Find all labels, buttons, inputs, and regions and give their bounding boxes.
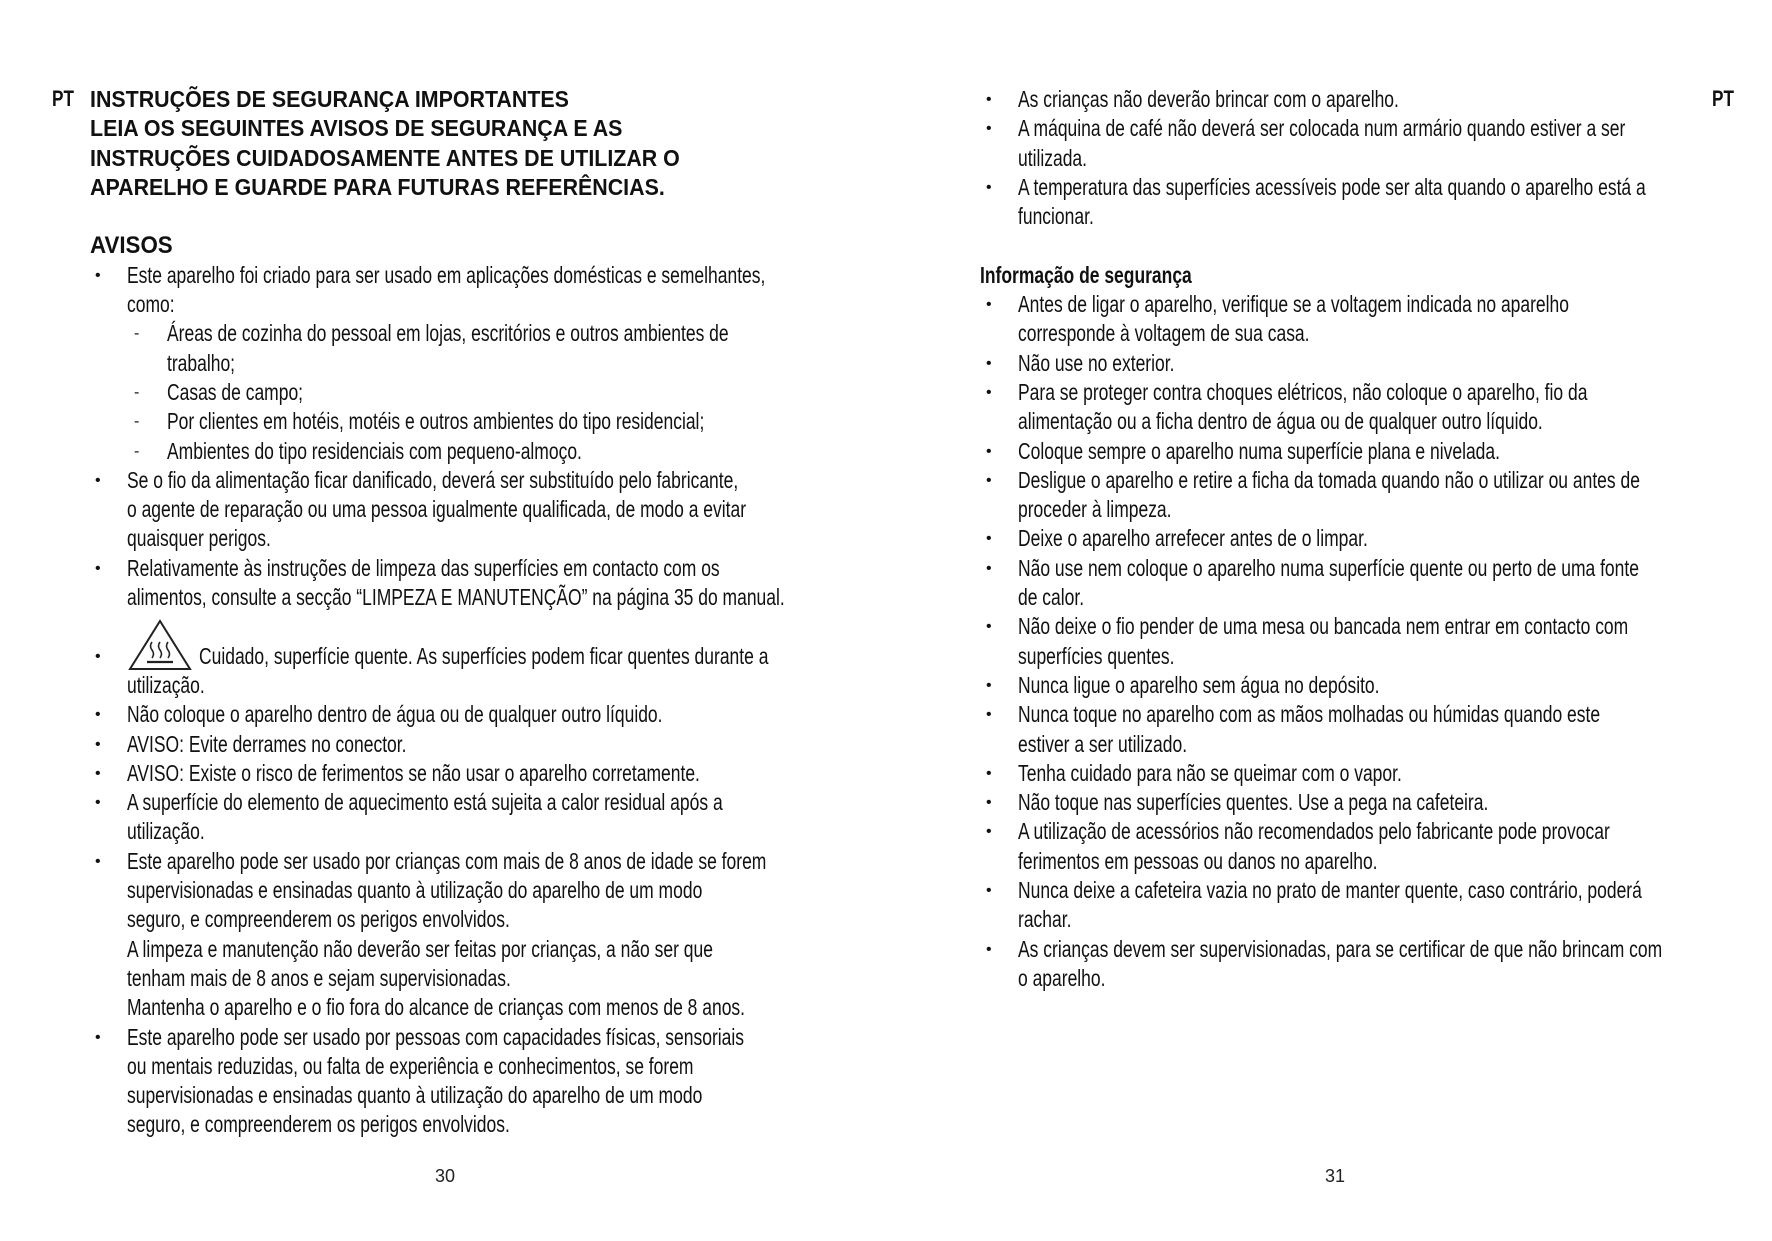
text-line <box>0 935 1772 964</box>
text-line <box>0 378 1772 407</box>
text-line <box>0 1023 886 1052</box>
bullet-marker: • <box>986 618 992 636</box>
bullet-marker: • <box>986 794 992 812</box>
bullet-marker: • <box>986 296 992 314</box>
bullet-marker: • <box>986 442 992 460</box>
line-text: Antes de ligar o aparelho, verifique se a voltagem indicada no aparelho <box>1018 291 1569 318</box>
line-text: A limpeza e manutenção não deverão ser feitas por crianças, a não ser que <box>127 935 713 962</box>
line-text: Este aparelho foi criado para ser usado em aplicações domésticas e semelhantes, <box>127 261 766 288</box>
list-item <box>0 759 1772 788</box>
bullet-marker: • <box>986 676 992 694</box>
list-item <box>0 788 1772 817</box>
line-text: Coloque sempre o aparelho numa superfície plana e nivelada. <box>1018 437 1500 464</box>
bullet-marker: • <box>95 471 101 489</box>
bullet-marker: • <box>95 764 101 782</box>
text-line <box>0 554 1772 583</box>
line-text: INSTRUÇÕES DE SEGURANÇA IMPORTANTES <box>90 86 569 112</box>
bullet-marker: • <box>95 735 101 753</box>
list-item <box>0 935 1772 994</box>
text-line <box>0 495 1772 524</box>
line-text: o agente de reparação ou uma pessoa igualmente qualificada, de modo a evitar <box>127 496 747 523</box>
language-tag: PT <box>1712 86 1734 111</box>
text-line <box>0 524 1772 553</box>
right-column <box>0 85 1772 993</box>
text-line <box>0 642 1772 671</box>
line-text: As crianças devem ser supervisionadas, para se certificar de que não brincam com <box>1018 935 1663 962</box>
bullet-marker: • <box>986 882 992 900</box>
line-text: Não use nem coloque o aparelho numa superfície quente ou perto de uma fonte <box>1018 554 1639 581</box>
line-text: proceder à limpeza. <box>1018 496 1172 523</box>
line-text: Nunca ligue o aparelho sem água no depósito. <box>1018 671 1380 698</box>
bullet-marker: • <box>95 647 101 665</box>
line-text: AVISO: Evite derrames no conector. <box>127 730 407 757</box>
bullet-marker: • <box>986 706 992 724</box>
line-text: como: <box>127 291 175 318</box>
text-line <box>0 847 1772 876</box>
line-text: trabalho; <box>167 349 236 376</box>
line-text: superfícies quentes. <box>1018 642 1175 669</box>
text-line <box>0 905 1772 934</box>
line-text: Deixe o aparelho arrefecer antes de o limpar. <box>1018 525 1368 552</box>
text-line <box>0 700 1772 729</box>
line-text: Este aparelho pode ser usado por pessoas com capacidades físicas, sensoriais <box>127 1023 745 1050</box>
line-text: Por clientes em hotéis, motéis e outros ambientes do tipo residencial; <box>167 408 705 435</box>
line-text: rachar. <box>1018 906 1072 933</box>
line-text: Ambientes do tipo residenciais com pequeno-almoço. <box>167 437 582 464</box>
line-text: As crianças não deverão brincar com o aparelho. <box>1018 86 1399 112</box>
line-text: ferimentos em pessoas ou danos no aparelho. <box>1018 847 1378 874</box>
bullet-marker: • <box>986 354 992 372</box>
line-text: funcionar. <box>1018 203 1094 230</box>
text-line <box>0 319 1772 348</box>
line-text: Informação de segurança <box>980 261 1192 288</box>
line-text: o aparelho. <box>1018 964 1106 991</box>
text-line <box>0 1052 886 1081</box>
text-line <box>0 1110 886 1139</box>
list-item <box>0 85 1772 114</box>
line-text: APARELHO E GUARDE PARA FUTURAS REFERÊNCIAS. <box>90 173 665 200</box>
line-text: Este aparelho pode ser usado por crianças com mais de 8 anos de idade se forem <box>127 847 767 874</box>
text-line <box>0 876 1772 905</box>
list-item <box>0 1023 886 1140</box>
line-text: supervisionadas e ensinadas quanto à utilização do aparelho de um modo <box>127 1082 703 1109</box>
line-text: Nunca deixe a cafeteira vazia no prato de manter quente, caso contrário, poderá <box>1018 877 1642 904</box>
line-text: Desligue o aparelho e retire a ficha da tomada quando não o utilizar ou antes de <box>1018 466 1640 493</box>
list-item <box>0 378 1772 437</box>
line-text: corresponde à voltagem de sua casa. <box>1018 320 1310 347</box>
dash-marker: - <box>134 325 140 343</box>
line-text: tenham mais de 8 anos e sejam supervisionadas. <box>127 964 511 991</box>
line-text: Não toque nas superfícies quentes. Use a pega na cafeteira. <box>1018 789 1489 816</box>
text-line <box>0 85 1772 114</box>
line-text: Casas de campo; <box>167 378 304 405</box>
text-line <box>0 349 1772 378</box>
language-tag: PT <box>52 86 74 111</box>
list-item <box>0 554 1772 613</box>
page-number: 31 <box>1325 1166 1346 1186</box>
line-text: A máquina de café não deverá ser colocada num armário quando estiver a ser <box>1018 115 1626 142</box>
text-line <box>0 114 1772 143</box>
line-text: Relativamente às instruções de limpeza das superfícies em contacto com os <box>127 554 720 581</box>
bullet-marker: • <box>986 91 992 108</box>
text-line <box>0 671 1772 700</box>
list-item <box>0 817 1772 876</box>
list-item <box>0 349 1772 378</box>
bullet-marker: • <box>986 471 992 489</box>
bullet-marker: • <box>95 852 101 870</box>
page-number: 30 <box>435 1166 456 1186</box>
list-item <box>0 612 1772 671</box>
list-item <box>0 876 1772 935</box>
text-line <box>0 144 1772 173</box>
text-line <box>0 290 1772 319</box>
line-text: Mantenha o aparelho e o fio fora do alcance de crianças com menos de 8 anos. <box>127 994 746 1021</box>
line-text: supervisionadas e ensinadas quanto à utilização do aparelho de um modo <box>127 877 703 904</box>
line-text: Não use no exterior. <box>1018 349 1175 376</box>
line-text: seguro, e compreenderem os perigos envolvidos. <box>127 1111 510 1138</box>
text-line <box>0 1081 886 1110</box>
line-text: Nunca toque no aparelho com as mãos molhadas ou húmidas quando este <box>1018 701 1601 728</box>
dash-marker: - <box>134 442 140 460</box>
text-line <box>0 788 1772 817</box>
text-line <box>0 612 1772 641</box>
bullet-marker: • <box>95 706 101 724</box>
text-line <box>0 759 1772 788</box>
line-text: Não coloque o aparelho dentro de água ou de qualquer outro líquido. <box>127 701 663 728</box>
list-item <box>0 114 1772 173</box>
line-text: alimentação ou a ficha dentro de água ou de qualquer outro líquido. <box>1018 408 1543 435</box>
line-text: AVISO: Existe o risco de ferimentos se não usar o aparelho corretamente. <box>127 759 700 786</box>
bullet-marker: • <box>986 120 992 138</box>
line-text: estiver a ser utilizado. <box>1018 730 1188 757</box>
bullet-marker: • <box>95 266 101 284</box>
text-line <box>0 817 1772 846</box>
bullet-marker: • <box>986 940 992 958</box>
bullet-marker: • <box>986 383 992 401</box>
bullet-marker: • <box>986 559 992 577</box>
text-line <box>0 583 1772 612</box>
section-heading <box>0 261 1772 290</box>
list-item <box>0 290 1772 349</box>
line-text: Não deixe o fio pender de uma mesa ou bancada nem entrar em contacto com <box>1018 613 1629 640</box>
dash-marker: - <box>134 413 140 431</box>
list-item <box>0 466 1772 525</box>
list-item <box>0 671 1772 700</box>
spacer <box>0 231 1772 260</box>
bullet-marker: • <box>95 1028 101 1046</box>
text-line <box>0 730 1772 759</box>
line-text: A temperatura das superfícies acessíveis pode ser alta quando o aparelho está a <box>1018 173 1646 200</box>
line-text: Áreas de cozinha do pessoal em lojas, escritórios e outros ambientes de <box>167 320 729 347</box>
line-text: INSTRUÇÕES CUIDADOSAMENTE ANTES DE UTILIZAR O <box>90 144 680 171</box>
line-text: A utilização de acessórios não recomendados pelo fabricante pode provocar <box>1018 818 1610 845</box>
line-text: seguro, e compreenderem os perigos envolvidos. <box>127 906 510 933</box>
line-text: utilização. <box>127 671 205 698</box>
line-text: AVISOS <box>90 232 173 260</box>
text-line <box>0 202 1772 231</box>
list-item <box>0 524 1772 553</box>
bullet-marker: • <box>986 178 992 196</box>
line-text: A superfície do elemento de aquecimento está sujeita a calor residual após a <box>127 789 723 816</box>
dash-marker: - <box>134 383 140 401</box>
text-line <box>0 407 1772 436</box>
line-text: Tenha cuidado para não se queimar com o vapor. <box>1018 759 1402 786</box>
line-text: quaisquer perigos. <box>127 525 271 552</box>
bullet-marker: • <box>95 794 101 812</box>
bullet-marker: • <box>95 559 101 577</box>
line-text: Para se proteger contra choques elétricos, não coloque o aparelho, fio da <box>1018 378 1588 405</box>
line-text: ou mentais reduzidas, ou falta de experiência e conhecimentos, se forem <box>127 1052 694 1079</box>
line-text: de calor. <box>1018 584 1085 611</box>
bullet-marker: • <box>986 764 992 782</box>
line-text: Cuidado, superfície quente. As superfícies podem ficar quentes durante a <box>199 642 769 669</box>
text-line <box>0 964 1772 993</box>
line-text: alimentos, consulte a secção “LIMPEZA E MANUTENÇÃO” na página 35 do manual. <box>127 584 785 611</box>
line-text: LEIA OS SEGUINTES AVISOS DE SEGURANÇA E AS <box>90 115 623 142</box>
line-text: Se o fio da alimentação ficar danificado, deverá ser substituído pelo fabricante, <box>127 466 739 493</box>
text-line <box>0 466 1772 495</box>
text-line <box>0 993 886 1022</box>
list-item <box>0 437 1772 466</box>
list-item <box>0 173 1772 232</box>
bullet-marker: • <box>986 823 992 841</box>
text-line <box>0 437 1772 466</box>
list-item <box>0 700 1772 759</box>
line-text: utilização. <box>127 818 205 845</box>
line-text: utilizada. <box>1018 144 1087 171</box>
text-line <box>0 173 1772 202</box>
bullet-marker: • <box>986 530 992 548</box>
